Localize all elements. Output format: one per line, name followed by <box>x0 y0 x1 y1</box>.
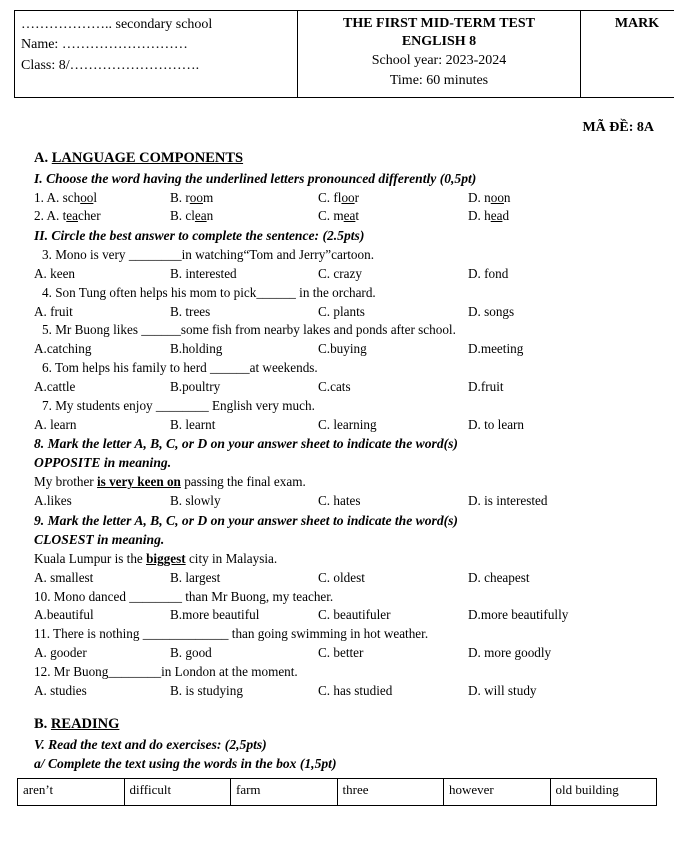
student-class-line: Class: 8/………………………. <box>21 57 200 73</box>
question-9-heading-line1: 9. Mark the letter A, B, C, or D on your answer sheet to indicate the word(s) <box>34 512 458 528</box>
question-8-heading-line2: OPPOSITE in meaning. <box>34 455 172 471</box>
q2-num: 2. <box>34 208 44 224</box>
section-b-label: B. <box>34 716 48 733</box>
q2-option-a: A. teacher <box>46 208 101 224</box>
section-a-title: LANGUAGE COMPONENTS <box>51 149 244 166</box>
word-box-cell-1: aren’t <box>18 779 125 806</box>
question-6-options <box>34 378 654 396</box>
question-8-options <box>34 492 654 510</box>
mark-label: MARK <box>614 16 660 31</box>
question-8-stem: My brother is very keen on passing the final exam. <box>34 474 306 490</box>
q10-option-d: D.more beautifully <box>468 607 569 623</box>
q5-option-a: A.catching <box>34 341 92 357</box>
q3-option-a: A. keen <box>34 266 76 281</box>
q3-option-c: C. crazy <box>318 266 362 281</box>
q12-option-b: B. is studying <box>170 682 243 698</box>
q8-option-a: A.likes <box>34 493 72 509</box>
question-3-options <box>34 265 654 283</box>
mark-cell <box>581 11 674 98</box>
part-i-heading: I. Choose the word having the underlined letters pronounced differently (0,5pt) <box>34 170 477 186</box>
q9-option-c: C. oldest <box>318 569 365 585</box>
word-box-cell-6: old building <box>550 779 657 806</box>
q6-option-c: C.cats <box>318 378 351 394</box>
header-table <box>14 10 674 98</box>
q6-option-d: D.fruit <box>468 378 504 394</box>
q4-option-a: A. fruit <box>34 303 73 319</box>
q5-option-c: C.buying <box>318 341 367 357</box>
section-b-title: READING <box>50 716 120 733</box>
word-box-cell-5: however <box>444 779 551 806</box>
q9-option-b: B. largest <box>170 569 221 585</box>
school-name-line: ……………….. secondary school <box>21 17 213 32</box>
student-name-line: Name: ……………………… <box>21 37 188 53</box>
q12-option-a: A. studies <box>34 682 87 698</box>
q4-option-d: D. songs <box>468 303 515 319</box>
q11-option-a: A. gooder <box>34 645 87 660</box>
q1-option-d: D. noon <box>468 189 511 205</box>
q12-option-d: D. will study <box>468 682 537 698</box>
q4-option-b: B. trees <box>170 303 211 319</box>
question-9-heading-line2: CLOSEST in meaning. <box>34 531 165 547</box>
word-box-cell-3: farm <box>231 779 338 806</box>
q7-option-c: C. learning <box>318 416 377 432</box>
part-i-question-2 <box>34 207 654 225</box>
part-ii-heading: II. Circle the best answer to complete the sentence: (2.5pts) <box>34 228 365 244</box>
section-b-heading <box>34 716 654 733</box>
section-a-label: A. <box>34 149 49 166</box>
q10-option-a: A.beautiful <box>34 607 94 623</box>
test-title-line2: ENGLISH 8 <box>401 34 477 50</box>
question-12-stem: 12. Mr Buong________in London at the moment. <box>34 663 298 679</box>
q1-option-a: A. school <box>46 189 98 205</box>
question-8-heading-line1: 8. Mark the letter A, B, C, or D on your answer sheet to indicate the word(s) <box>34 436 458 452</box>
question-11-options <box>34 644 654 662</box>
word-box-table <box>17 778 657 806</box>
q6-option-a: A.cattle <box>34 378 76 394</box>
question-9-options <box>34 569 654 587</box>
question-6-stem: 6. Tom helps his family to herd ______at weekends. <box>42 360 318 376</box>
duration-line: Time: 60 minutes <box>389 72 489 88</box>
question-3-stem: 3. Mono is very ________in watching“Tom and Jerry”cartoon. <box>42 247 374 263</box>
q7-option-b: B. learnt <box>170 416 216 432</box>
question-10-options <box>34 606 654 624</box>
q8-option-c: C. hates <box>318 493 361 509</box>
part-i-question-1 <box>34 189 654 207</box>
question-9-stem: Kuala Lumpur is the biggest city in Malaysia. <box>34 550 278 566</box>
question-12-options <box>34 682 654 700</box>
part-v-heading: V. Read the text and do exercises: (2,5pts) <box>34 737 267 753</box>
q2-option-d: D. head <box>468 208 510 224</box>
q3-option-b: B. interested <box>170 266 237 281</box>
q7-option-d: D. to learn <box>468 416 525 432</box>
q11-option-c: C. better <box>318 645 364 660</box>
q7-option-a: A. learn <box>34 416 77 432</box>
q4-option-c: C. plants <box>318 303 365 319</box>
q2-option-c: C. meat <box>318 208 360 224</box>
word-box-cell-2: difficult <box>124 779 231 806</box>
part-v-sub-heading: a/ Complete the text using the words in the box (1,5pt) <box>34 756 337 772</box>
q1-option-b: B. room <box>170 189 214 205</box>
q10-option-c: C. beautifuler <box>318 607 391 623</box>
question-11-stem: 11. There is nothing _____________ than going swimming in hot weather. <box>34 626 429 642</box>
q9-option-a: A. smallest <box>34 569 94 585</box>
q3-option-d: D. fond <box>468 266 509 281</box>
test-title-cell <box>298 11 581 98</box>
exam-code: MÃ ĐỀ: 8A <box>582 119 654 135</box>
question-7-stem: 7. My students enjoy ________ English very much. <box>42 397 315 413</box>
question-5-options <box>34 340 654 358</box>
school-info-cell <box>15 11 298 98</box>
question-7-options <box>34 416 654 434</box>
test-title-line1: THE FIRST MID-TERM TEST <box>342 16 536 31</box>
q10-option-b: B.more beautiful <box>170 607 260 623</box>
q11-option-d: D. more goodly <box>468 645 552 660</box>
q8-option-d: D. is interested <box>468 493 548 509</box>
question-4-stem: 4. Son Tung often helps his mom to pick______ in the orchard. <box>42 284 376 300</box>
school-year-line: School year: 2023-2024 <box>371 53 507 69</box>
q5-option-d: D.meeting <box>468 341 524 357</box>
q2-option-b: B. clean <box>170 208 214 224</box>
question-4-options <box>34 303 654 321</box>
q6-option-b: B.poultry <box>170 378 221 394</box>
section-a-heading <box>34 150 654 167</box>
q9-option-d: D. cheapest <box>468 569 530 585</box>
q5-option-b: B.holding <box>170 341 223 357</box>
paper-body <box>14 150 660 773</box>
question-10-stem: 10. Mono danced ________ than Mr Buong, my teacher. <box>34 588 334 604</box>
table-row <box>18 779 657 806</box>
q1-num: 1. <box>34 189 44 205</box>
question-5-stem: 5. Mr Buong likes ______some fish from nearby lakes and ponds after school. <box>42 322 456 338</box>
q11-option-b: B. good <box>170 645 212 660</box>
q1-option-c: C. floor <box>318 189 360 205</box>
q12-option-c: C. has studied <box>318 682 393 698</box>
q8-option-b: B. slowly <box>170 493 221 509</box>
word-box-cell-4: three <box>337 779 444 806</box>
